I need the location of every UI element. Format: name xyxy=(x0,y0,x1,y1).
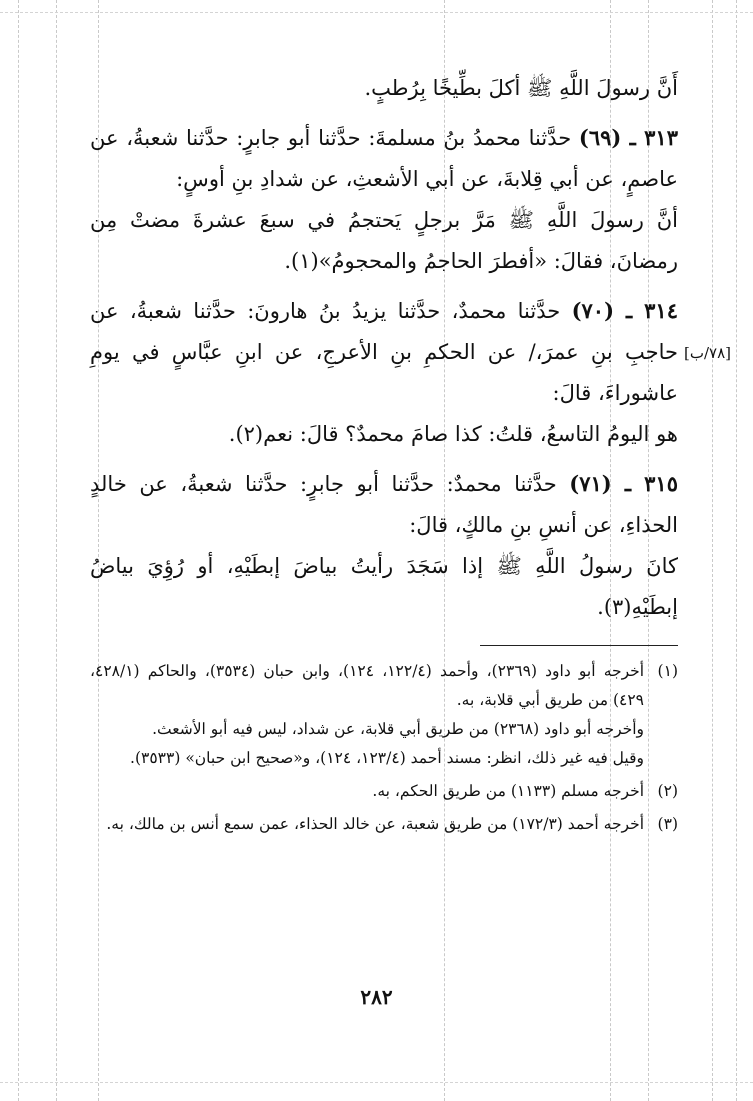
hadith-315-matn: كانَ رسولُ اللَّهِ ﷺ إذا سَجَدَ رأيتُ بياضَ إبطَيْهِ، أو رُؤِيَ بياضُ إبطَيْهِ(٣). xyxy=(90,554,678,619)
footnote-2 xyxy=(90,777,678,806)
hadith-number: ٣١٣ ـ (٦٩) xyxy=(578,125,678,150)
hadith-isnad: حدَّثنا محمدُ بنُ مسلمةَ: حدَّثنا أبو جابرٍ: حدَّثنا شعبةُ، عن عاصمٍ، عن أبي قِلابةَ، عن أبي الأشعثِ، عن شدادِ بنِ أوسٍ: xyxy=(90,126,678,191)
scan-guide-line xyxy=(0,1082,753,1083)
page-number: ٢٨٢ xyxy=(360,985,393,1009)
main-text xyxy=(90,68,678,628)
footnote-text: أخرجه مسلم (١١٣٣) من طريق الحكم، به. xyxy=(372,782,644,800)
footnote-3 xyxy=(90,810,678,839)
footnote-text: وقيل فيه غير ذلك، انظر: مسند أحمد (١٢٣/٤، ١٢٤)، و«صحيح ابن حبان» (٣٥٣٣). xyxy=(130,749,644,767)
scan-guide-line xyxy=(0,12,753,13)
footnote-mark: (٢) xyxy=(657,782,678,800)
manuscript-folio-marker: [٧٨/ب] xyxy=(684,344,732,362)
scan-guide-line xyxy=(712,0,713,1101)
hadith-number: ٣١٤ ـ (٧٠) xyxy=(571,298,678,323)
scan-guide-line xyxy=(18,0,19,1101)
text-line-opening: أَنَّ رسولَ اللَّهِ ﷺ أكلَ بطِّيخًا بِرُطبٍ. xyxy=(364,76,678,100)
footnote-mark: (٣) xyxy=(657,815,678,833)
hadith-number: ٣١٥ ـ (٧١) xyxy=(569,471,678,496)
hadith-isnad: حدَّثنا محمدٌ: حدَّثنا أبو جابرٍ: حدَّثنا شعبةُ، عن خالدٍ الحذاءِ، عن أنسِ بنِ مالكٍ، قالَ: xyxy=(90,472,678,537)
hadith-313-matn: أنَّ رسولَ اللَّهِ ﷺ مَرَّ برجلٍ يَحتجمُ في سبعَ عشرةَ مضتْ مِن رمضانَ، فقالَ: «أفطرَ الحاجمُ والمحجومُ»(١). xyxy=(90,208,678,273)
hadith-314 xyxy=(90,290,678,414)
footnote-text: أخرجه أحمد (١٧٢/٣) من طريق شعبة، عن خالد الحذاء، عمن سمع أنس بن مالك، به. xyxy=(106,815,644,833)
footnote-text: أخرجه أبو داود (٢٣٦٩)، وأحمد (١٢٢/٤، ١٢٤)، وابن حبان (٣٥٣٤)، والحاكم (٤٢٨/١، ٤٢٩) من طريق أبي قلابة، به. xyxy=(90,662,645,709)
hadith-314-matn: هو اليومُ التاسعُ، قلتُ: كذا صامَ محمدٌ؟ قالَ: نعم(٢). xyxy=(228,422,678,446)
footnote-separator xyxy=(480,645,678,646)
hadith-315 xyxy=(90,463,678,546)
footnote-1 xyxy=(90,657,678,773)
footnote-mark: (١) xyxy=(657,662,678,680)
footnote-text: وأخرجه أبو داود (٢٣٦٨) من طريق أبي قلابة، عن شداد، ليس فيه أبو الأشعث. xyxy=(152,720,644,738)
footnotes xyxy=(90,657,678,843)
hadith-isnad: حدَّثنا محمدٌ، حدَّثنا يزيدُ بنُ هارونَ: حدَّثنا شعبةُ، عن حاجبِ بنِ عمرَ،/ عن الحكمِ بنِ الأعرجِ، عن ابنِ عبَّاسٍ في يومِ عاشوراءَ، قالَ: xyxy=(90,299,678,405)
hadith-313 xyxy=(90,117,678,200)
scan-guide-line xyxy=(736,0,737,1101)
scan-guide-line xyxy=(56,0,57,1101)
